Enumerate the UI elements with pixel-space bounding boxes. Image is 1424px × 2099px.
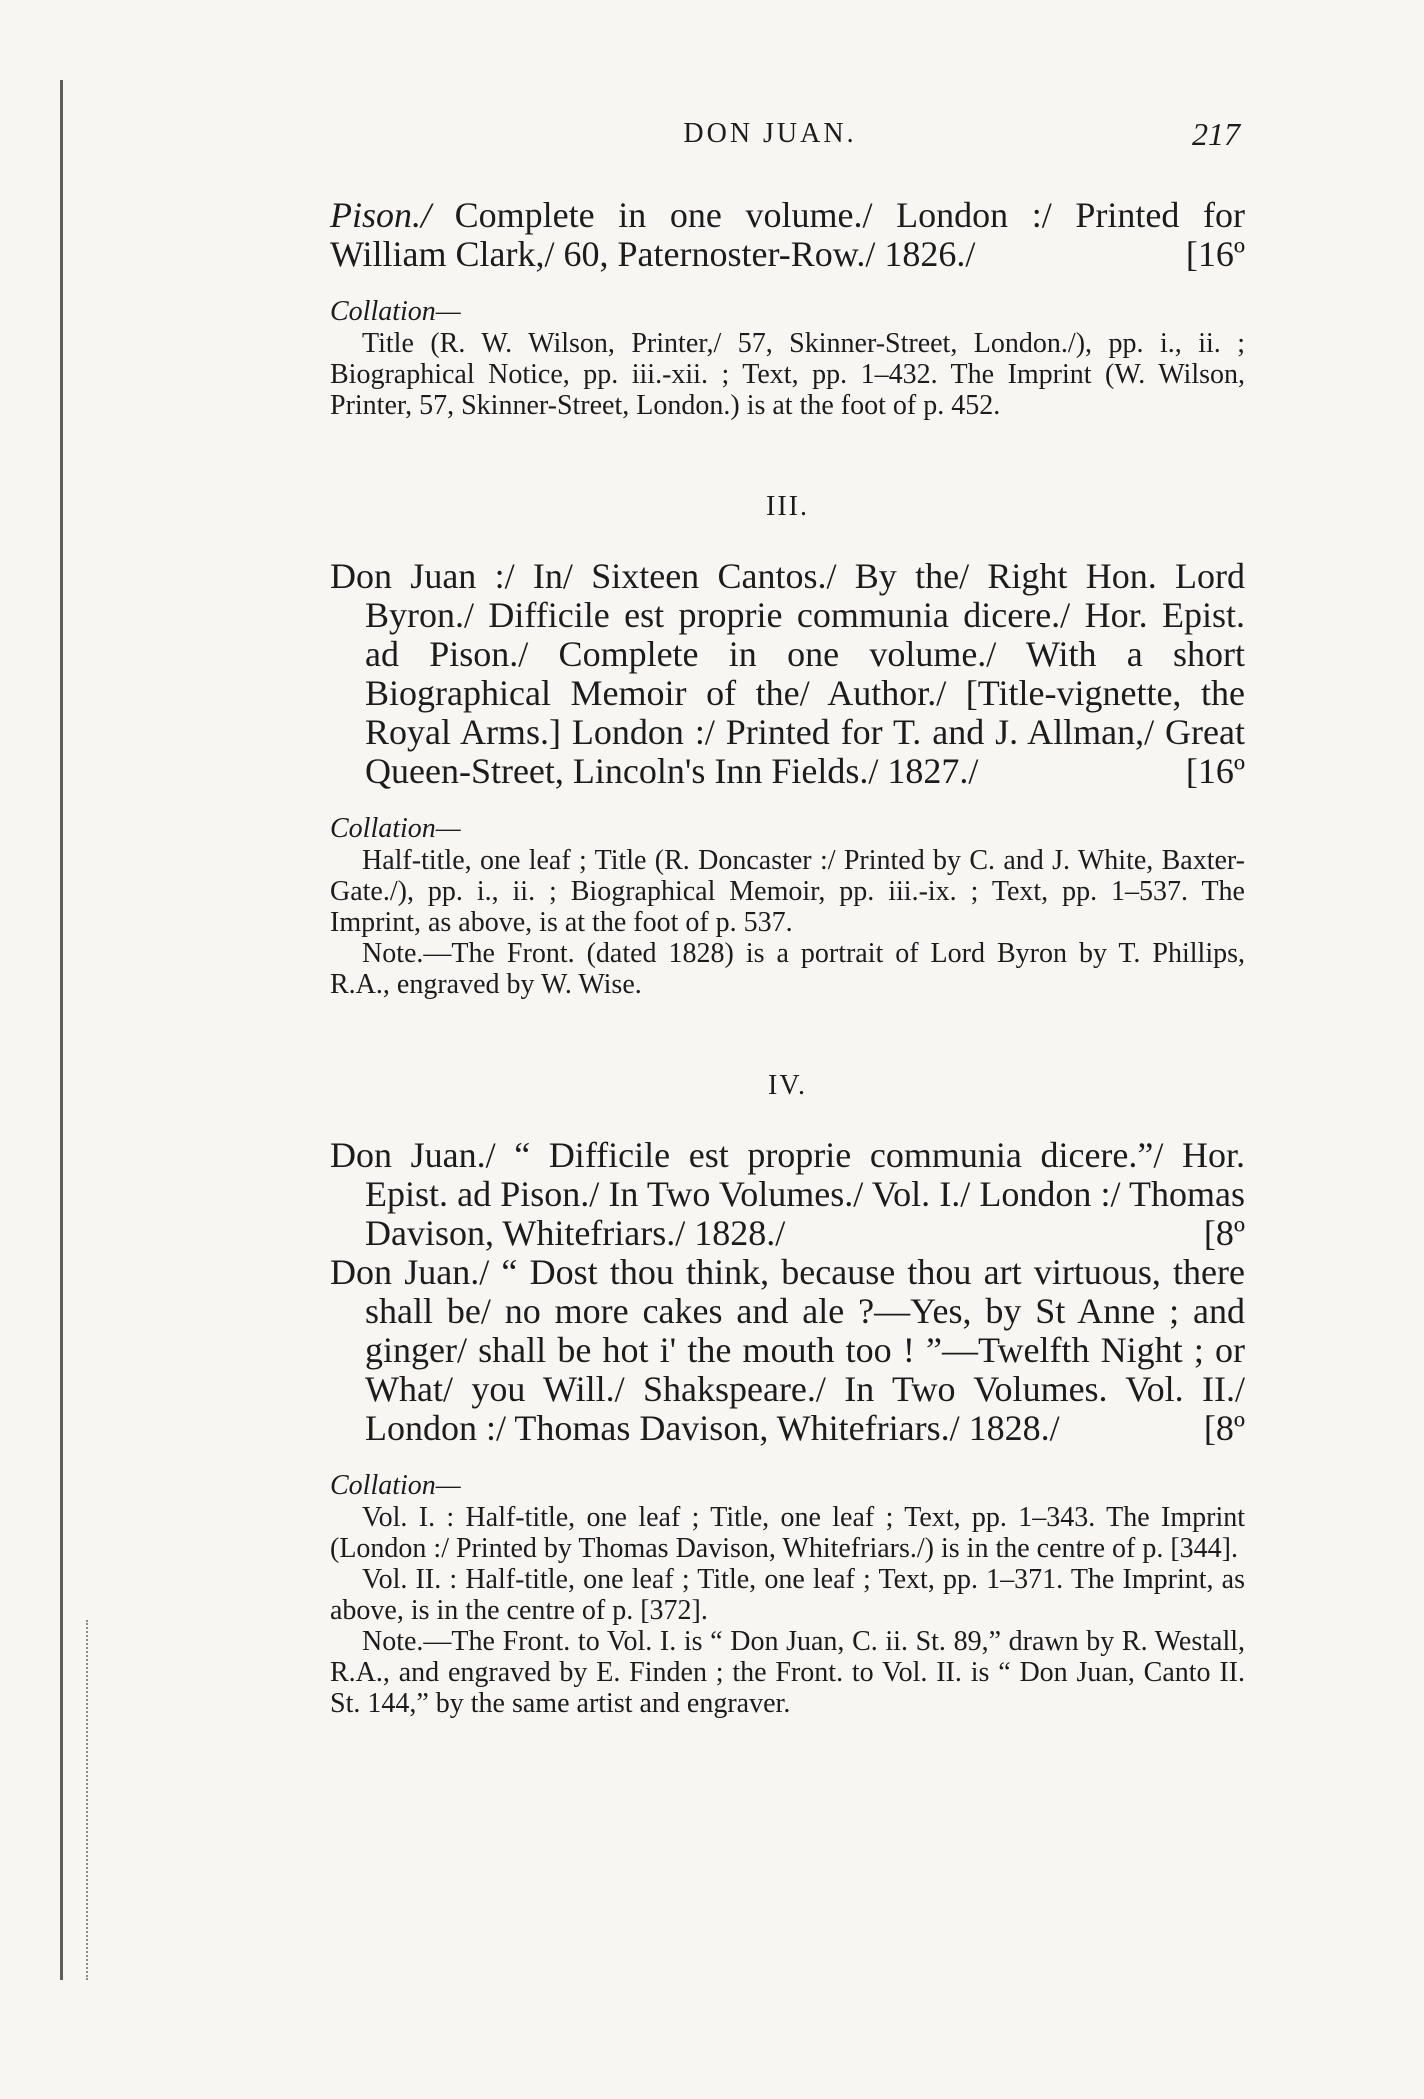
collation-ii — [330, 328, 1245, 421]
entry-ii-title — [330, 196, 1245, 274]
collation-iv-head: Collation— — [330, 1470, 461, 1501]
section-number-iv: IV. — [768, 1070, 807, 1101]
entry-iv-vol1 — [330, 1136, 1245, 1253]
entry-iv-vol1-text: Don Juan./ “ Difficile est proprie communia dicere.”/ Hor. Epist. ad Pison./ In Two Volumes./ Vol. I./ London :/ Thomas Davison, Whitefriars./ 1828./ — [330, 1135, 1245, 1253]
running-header — [300, 118, 1240, 158]
collation-ii-head: Collation— — [330, 296, 461, 327]
page-number: 217 — [1192, 116, 1240, 152]
collation-iv-vol1: Vol. I. : Half-title, one leaf ; Title, one leaf ; Text, pp. 1–343. The Imprint (London :/ Printed by Thomas Davison, Whitefriars./) is in the centre of p. [344]. — [330, 1502, 1245, 1564]
collation-iii-head: Collation— — [330, 813, 461, 844]
entry-ii-format: [16º — [1185, 234, 1245, 274]
page-body — [330, 196, 1245, 1719]
collation-iii — [330, 845, 1245, 1000]
note-iii: Note.—The Front. (dated 1828) is a portrait of Lord Byron by T. Phillips, R.A., engraved by W. Wise. — [330, 938, 1245, 1000]
entry-iii-text: Don Juan :/ In/ Sixteen Cantos./ By the/ Right Hon. Lord Byron./ Difficile est proprie communia dicere./ Hor. Epist. ad Pison./ Complete in one volume./ With a short Biographical Memoir of the/ Author./ [Title-vignette, the Royal Arms.] London :/ Printed for T. and J. Allman,/ Great Queen-Street, Lincoln's Inn Fields./ 1827./ — [330, 556, 1245, 791]
entry-iv-vol2 — [330, 1253, 1245, 1448]
running-title: DON JUAN. — [683, 118, 857, 149]
collation-iv — [330, 1502, 1245, 1719]
entry-ii-italic: Pison./ — [330, 195, 432, 235]
note-iv: Note.—The Front. to Vol. I. is “ Don Juan, C. ii. St. 89,” drawn by R. Westall, R.A., and engraved by E. Finden ; the Front. to Vol. II. is “ Don Juan, Canto II. St. 144,” by the same artist and engraver. — [330, 1626, 1245, 1719]
entry-iii-title — [330, 557, 1245, 791]
entry-iv-vol2-text: Don Juan./ “ Dost thou think, because thou art virtuous, there shall be/ no more cakes and ale ?—Yes, by St Anne ; and ginger/ shall be hot i' the mouth too ! ”—Twelfth Night ; or What/ you Will./ Shakspeare./ In Two Volumes. Vol. II./ London :/ Thomas Davison, Whitefriars./ 1828./ — [330, 1252, 1245, 1448]
entry-iii-format: [16º — [1185, 751, 1245, 791]
collation-ii-text: Title (R. W. Wilson, Printer,/ 57, Skinner-Street, London./), pp. i., ii. ; Biographical Notice, pp. iii.-xii. ; Text, pp. 1–432. The Imprint (W. Wilson, Printer, 57, Skinner-Street, London.) is at the foot of p. 452. — [330, 328, 1245, 421]
entry-iv-vol2-format: [8º — [1203, 1408, 1245, 1448]
page-gutter-shadow — [86, 1620, 92, 1980]
page-gutter-edge — [60, 80, 71, 1980]
entry-iv-vol1-format: [8º — [1203, 1213, 1245, 1253]
collation-iii-text: Half-title, one leaf ; Title (R. Doncaster :/ Printed by C. and J. White, Baxter-Gate./), pp. i., ii. ; Biographical Memoir, pp. iii.-ix. ; Text, pp. 1–537. The Imprint, as above, is at the foot of p. 537. — [330, 845, 1245, 938]
entry-ii-text: Complete in one volume./ London :/ Printed for William Clark,/ 60, Paternoster-Row./ 1826./ — [330, 195, 1245, 274]
section-number-iii: III. — [766, 491, 809, 522]
collation-iv-vol2: Vol. II. : Half-title, one leaf ; Title, one leaf ; Text, pp. 1–371. The Imprint, as above, is in the centre of p. [372]. — [330, 1564, 1245, 1626]
